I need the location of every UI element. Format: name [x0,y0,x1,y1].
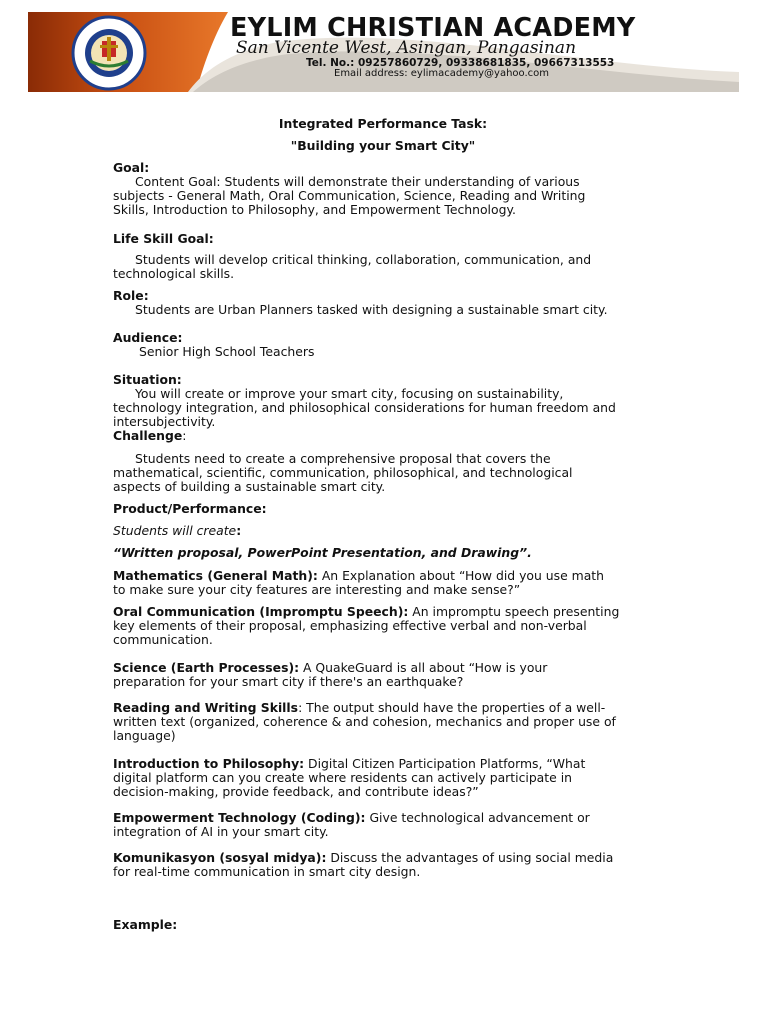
reading-row [113,701,605,715]
empower-label: Empowerment Technology (Coding): [113,810,366,825]
oral-row [113,605,619,619]
situation-heading: Situation: [113,372,182,387]
philo-label: Introduction to Philosophy: [113,756,305,771]
school-address: San Vicente West, Asingan, Pangasinan [236,38,577,58]
science-label: Science (Earth Processes): [113,660,300,675]
oral-label: Oral Communication (Impromptu Speech): [113,604,409,619]
philo-text: Digital Citizen Participation Platforms, “What [304,756,586,771]
students-create-colon: : [236,523,242,538]
output-line: “Written proposal, PowerPoint Presentation, and Drawing”. [113,545,532,560]
school-name: EYLIM CHRISTIAN ACADEMY [230,13,636,43]
life-skill-line: Students will develop critical thinking, collaboration, communication, and [135,252,592,267]
goal-line: Content Goal: Students will demonstrate their understanding of various [135,174,580,189]
challenge-heading: Challenge [113,428,183,443]
math-line: to make sure your city features are interesting and make sense?” [113,582,521,597]
reading-text: : The output should have the properties of a well- [298,700,606,715]
letterhead [28,12,739,92]
komu-line: for real-time communication in smart city design. [113,864,421,879]
komu-row [113,851,613,865]
komu-text: Discuss the advantages of using social media [326,850,614,865]
life-skill-line: technological skills. [113,266,235,281]
situation-line: intersubjectivity. [113,414,216,429]
science-row [113,661,547,675]
challenge-line: aspects of building a sustainable smart city. [113,479,386,494]
students-create-row [113,524,241,538]
audience-line: Senior High School Teachers [139,344,315,359]
philo-line: digital platform can you create where residents can actively participate in [113,770,572,785]
audience-heading: Audience: [113,330,183,345]
goal-line: subjects - General Math, Oral Communication, Science, Reading and Writing [113,188,586,203]
empower-row [113,811,590,825]
science-line: preparation for your smart city if there's an earthquake? [113,674,464,689]
empower-line: integration of AI in your smart city. [113,824,329,839]
situation-line: technology integration, and philosophical considerations for human freedom and [113,400,616,415]
reading-label: Reading and Writing Skills [113,700,299,715]
math-text: An Explanation about “How did you use math [317,568,605,583]
goal-line: Skills, Introduction to Philosophy, and Empowerment Technology. [113,202,516,217]
life-skill-heading: Life Skill Goal: [113,231,214,246]
challenge-colon: : [182,428,187,443]
komu-label: Komunikasyon (sosyal midya): [113,850,327,865]
math-row [113,569,604,583]
school-email: Email address: eylimacademy@yahoo.com [334,68,550,79]
students-create: Students will create [113,523,237,538]
oral-line: key elements of their proposal, emphasizing effective verbal and non-verbal [113,618,587,633]
reading-line: written text (organized, coherence & and cohesion, mechanics and proper use of [113,714,616,729]
oral-line: communication. [113,632,213,647]
example-heading: Example: [113,917,178,932]
reading-line: language) [113,728,176,743]
goal-heading: Goal: [113,160,150,175]
role-line: Students are Urban Planners tasked with designing a sustainable smart city. [135,302,608,317]
challenge-line: Students need to create a comprehensive proposal that covers the [135,451,551,466]
math-label: Mathematics (General Math): [113,568,318,583]
situation-line: You will create or improve your smart city, focusing on sustainability, [135,386,564,401]
empower-text: Give technological advancement or [365,810,590,825]
challenge-heading-row [113,429,186,443]
oral-text: An impromptu speech presenting [408,604,620,619]
philo-row [113,757,585,771]
doc-title: Integrated Performance Task: [278,116,488,131]
challenge-line: mathematical, scientific, communication, philosophical, and technological [113,465,573,480]
product-heading: Product/Performance: [113,501,267,516]
school-telephone: Tel. No.: 09257860729, 09338681835, 09667313553 [306,57,615,69]
philo-line: decision-making, provide feedback, and contribute ideas?” [113,784,479,799]
doc-subtitle: "Building your Smart City" [290,138,476,153]
science-text: A QuakeGuard is all about “How is your [299,660,548,675]
role-heading: Role: [113,288,149,303]
school-seal [50,15,168,91]
